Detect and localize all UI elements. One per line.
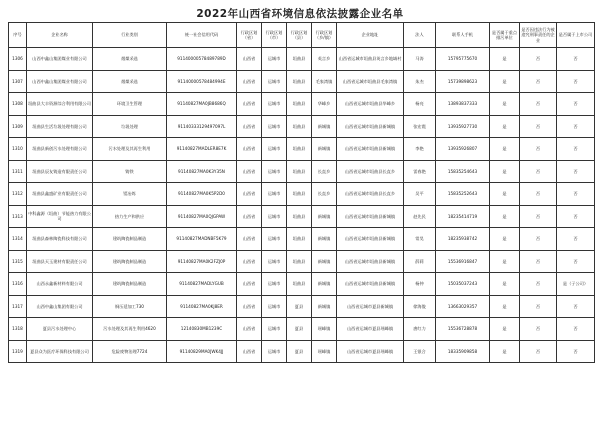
table-row — [9, 93, 595, 116]
table-cell: 杨仲 — [404, 273, 436, 296]
table-cell: 是 — [490, 295, 520, 318]
table-cell: 垣曲县 — [287, 228, 312, 251]
table-cell: 运城市 — [262, 70, 287, 93]
table-row — [9, 183, 595, 206]
table-cell: 否 — [557, 250, 595, 273]
table-cell: 新城镇 — [312, 273, 337, 296]
table-cell: 运城市 — [262, 228, 287, 251]
table-cell: 91140000578484994E — [167, 70, 237, 93]
table-cell: 英言乡 — [312, 48, 337, 71]
table-cell: 垃圾处理 — [93, 115, 167, 138]
table-cell: 否 — [557, 318, 595, 341]
table-cell: 1308 — [9, 93, 27, 116]
table-cell: 运城市 — [262, 48, 287, 71]
table-cell: 18235938742 — [436, 228, 490, 251]
table-cell: 垣曲县 — [287, 205, 312, 228]
table-cell: 否 — [520, 318, 557, 341]
table-row — [9, 115, 595, 138]
table-cell: 运城市 — [262, 115, 287, 138]
table-cell: 山西省 — [237, 340, 262, 363]
table-cell: 瑶峰镇 — [312, 318, 337, 341]
table-cell: 山西省运城市垣曲县长直乡 — [337, 160, 404, 183]
table-cell: 垣曲县大丰资源综合利用有限公司 — [27, 93, 93, 116]
table-cell: 15536728878 — [436, 318, 490, 341]
table-cell: 夏县 — [287, 295, 312, 318]
table-cell: 运城市 — [262, 340, 287, 363]
table-cell: 91140827MA0JB8686Q — [167, 93, 237, 116]
table-cell: 91140827MA0K5P2D0 — [167, 183, 237, 206]
table-cell: 吴平 — [404, 183, 436, 206]
table-cell: 运城市 — [262, 273, 287, 296]
table-cell: 山西省运城市垣曲县华峰乡 — [337, 93, 404, 116]
table-cell: 否 — [557, 228, 595, 251]
column-header: 是否属于上市公司 — [557, 23, 595, 48]
table-cell: 建筑陶瓷制品制造 — [93, 228, 167, 251]
table-cell: 垣曲县 — [287, 48, 312, 71]
table-cell: 否 — [520, 183, 557, 206]
table-cell: 是 — [490, 205, 520, 228]
table-cell: 否 — [557, 183, 595, 206]
table-cell: 否 — [557, 48, 595, 71]
table-cell: 否 — [557, 160, 595, 183]
table-cell: 中科鑫源（垣曲）节能热力有限公司 — [27, 205, 93, 228]
table-cell: 1309 — [9, 115, 27, 138]
table-cell: 唐红力 — [404, 318, 436, 341]
table-row — [9, 48, 595, 71]
column-header: 序号 — [9, 23, 27, 48]
table-cell: 否 — [520, 273, 557, 296]
table-cell: 垣曲县生活垃圾处理有限公司 — [27, 115, 93, 138]
table-cell: 运城市 — [262, 183, 287, 206]
table-cell: 山西省运城市夏县瑶峰镇 — [337, 318, 404, 341]
table-cell: 1306 — [9, 48, 27, 71]
table-cell: 垣曲县天玉建材有限责任公司 — [27, 250, 93, 273]
table-cell: 是 — [490, 228, 520, 251]
table-cell: 山西省 — [237, 93, 262, 116]
column-header: 企业名称 — [27, 23, 93, 48]
table-cell: 是（子公司） — [557, 273, 595, 296]
table-cell: 山西省运城市垣曲县毛家湾镇 — [337, 70, 404, 93]
table-cell: 运城市 — [262, 250, 287, 273]
table-cell: 建筑陶瓷制品制造 — [93, 273, 167, 296]
column-header: 行业类别 — [93, 23, 167, 48]
table-cell: 夏县 — [287, 340, 312, 363]
column-header: 行政区划（乡/镇） — [312, 23, 337, 48]
table-cell: 否 — [520, 205, 557, 228]
table-cell: 山西省运城市夏县瑶峰镇 — [337, 340, 404, 363]
table-cell: 91140827MADLYGUB — [167, 273, 237, 296]
table-cell: 15739898623 — [436, 70, 490, 93]
column-header: 行政区划（市） — [262, 23, 287, 48]
table-cell: 91140333129497097L — [167, 115, 237, 138]
table-cell: 1318 — [9, 318, 27, 341]
table-cell: 山西省 — [237, 160, 262, 183]
column-header: 是否属于重点排污单位 — [490, 23, 520, 48]
table-cell: 烟煤采选 — [93, 70, 167, 93]
table-cell: 垣曲县 — [287, 115, 312, 138]
table-cell: 运城市 — [262, 138, 287, 161]
table-cell: 赵先民 — [404, 205, 436, 228]
table-cell: 1314 — [9, 228, 27, 251]
table-cell: 否 — [557, 295, 595, 318]
table-cell: 91140829MA0JWK4JJ — [167, 340, 237, 363]
table-cell: 山西省运城市垣曲县新城镇 — [337, 228, 404, 251]
table-cell: 运城市 — [262, 160, 287, 183]
table-cell: 山西省 — [237, 115, 262, 138]
table-cell: 13935927730 — [436, 115, 490, 138]
table-cell: 13893837333 — [436, 93, 490, 116]
column-header: 行政区划（省） — [237, 23, 262, 48]
table-cell: 山西省运城市垣曲县新城镇 — [337, 205, 404, 228]
table-cell: 山西省 — [237, 205, 262, 228]
table-cell: 新城镇 — [312, 138, 337, 161]
table-cell: 山西省 — [237, 70, 262, 93]
table-body — [9, 48, 595, 363]
table-cell: 垣曲县新创污水处理有限公司 — [27, 138, 93, 161]
table-cell: 铸铁 — [93, 160, 167, 183]
table-cell: 新城镇 — [312, 295, 337, 318]
column-header: 行政区划（县） — [287, 23, 312, 48]
table-cell: 运城市 — [262, 205, 287, 228]
table-cell: 是 — [490, 250, 520, 273]
table-cell: 山西省运城市夏县新城镇 — [337, 295, 404, 318]
table-cell: 是 — [490, 93, 520, 116]
table-cell: 1317 — [9, 295, 27, 318]
table-row — [9, 273, 595, 296]
table-cell: 王银合 — [404, 340, 436, 363]
table-cell: 否 — [520, 160, 557, 183]
table-cell: 铜压延加工730 — [93, 295, 167, 318]
table-cell: 山西省运城市垣曲县新城镇 — [337, 115, 404, 138]
table-cell: 瑶峰镇 — [312, 340, 337, 363]
table-cell: 18335909858 — [436, 340, 490, 363]
table-cell: 是 — [490, 70, 520, 93]
table-cell: 山西中鑫山集团煤业有限公司 — [27, 48, 93, 71]
table-cell: 否 — [520, 70, 557, 93]
column-header: 企业地址 — [337, 23, 404, 48]
table-cell: 垣曲县 — [287, 273, 312, 296]
table-cell: 是 — [490, 273, 520, 296]
table-cell: 山西中鑫山集团有限公司 — [27, 295, 93, 318]
table-cell: 山西省运城市垣曲县新城镇 — [337, 273, 404, 296]
table-cell: 18235414719 — [436, 205, 490, 228]
table-cell: 毛家湾镇 — [312, 70, 337, 93]
table-cell: 91140827MA0QJGPAW — [167, 205, 237, 228]
table-cell: 山西省 — [237, 318, 262, 341]
table-cell: 污水处理及其再生利用 — [93, 138, 167, 161]
table-cell: 是 — [490, 115, 520, 138]
table-cell: 垣曲县森林陶瓷科技有限公司 — [27, 228, 93, 251]
table-cell: 垣曲县 — [287, 70, 312, 93]
table-cell: 15536916847 — [436, 250, 490, 273]
table-cell: 是 — [490, 160, 520, 183]
table-cell: 污水处理及其再生利用4620 — [93, 318, 167, 341]
table-cell: 垣曲县鑫盛矿业有限责任公司 — [27, 183, 93, 206]
table-cell: 建筑陶瓷制品制造 — [93, 250, 167, 273]
table-cell: 91140827MADNBF5K79 — [167, 228, 237, 251]
table-row — [9, 138, 595, 161]
table-cell: 运城市 — [262, 295, 287, 318]
table-cell: 长直乡 — [312, 160, 337, 183]
table-cell: 91140827MADLER8E7K — [167, 138, 237, 161]
table-cell: 垣曲县 — [287, 93, 312, 116]
table-cell: 15835252643 — [436, 183, 490, 206]
enterprise-table — [8, 22, 595, 363]
table-cell: 垣曲县 — [287, 183, 312, 206]
table-cell: 热力生产和供应 — [93, 205, 167, 228]
column-header: 统一社会信用代码 — [167, 23, 237, 48]
table-cell: 杨亮 — [404, 93, 436, 116]
table-cell: 山西中鑫山集团煤业有限公司 — [27, 70, 93, 93]
table-cell: 91140827MA0K3Y35N — [167, 160, 237, 183]
table-cell: 1307 — [9, 70, 27, 93]
table-cell: 否 — [557, 70, 595, 93]
table-row — [9, 295, 595, 318]
table-row — [9, 160, 595, 183]
table-cell: 1311 — [9, 160, 27, 183]
table-cell: 危险废物治理7724 — [93, 340, 167, 363]
column-header: 法人 — [404, 23, 436, 48]
table-cell: 山西省 — [237, 228, 262, 251]
table-cell: 环境卫生管理 — [93, 93, 167, 116]
table-row — [9, 250, 595, 273]
table-cell: 山西永鑫新材料有限公司 — [27, 273, 93, 296]
table-cell: 马涛 — [404, 48, 436, 71]
table-cell: 1312 — [9, 183, 27, 206]
table-cell: 山西省运城市垣曲县长直乡 — [337, 183, 404, 206]
table-cell: 否 — [520, 295, 557, 318]
table-cell: 华峰乡 — [312, 93, 337, 116]
table-cell: 雷春艳 — [404, 160, 436, 183]
column-header: 联系人手机 — [436, 23, 490, 48]
table-cell: 山西省 — [237, 250, 262, 273]
table-cell: 垣曲县辰友铸造有限责任公司 — [27, 160, 93, 183]
table-cell: 1313 — [9, 205, 27, 228]
table-cell: 否 — [520, 48, 557, 71]
table-cell: 朱杰 — [404, 70, 436, 93]
table-cell: 13663029357 — [436, 295, 490, 318]
table-cell: 否 — [520, 228, 557, 251]
table-cell: 张宏霞 — [404, 115, 436, 138]
table-cell: 否 — [520, 340, 557, 363]
table-cell: 运城市 — [262, 318, 287, 341]
table-cell: 长直乡 — [312, 183, 337, 206]
table-cell: 1310 — [9, 138, 27, 161]
table-cell: 否 — [520, 250, 557, 273]
table-cell: 15035037243 — [436, 273, 490, 296]
table-cell: 13935926807 — [436, 138, 490, 161]
table-cell: 15835254643 — [436, 160, 490, 183]
table-cell: 1316 — [9, 273, 27, 296]
table-cell: 镁冶炼 — [93, 183, 167, 206]
table-cell: 新城镇 — [312, 228, 337, 251]
table-cell: 是 — [490, 183, 520, 206]
table-cell: 是 — [490, 318, 520, 341]
table-cell: 新城镇 — [312, 250, 337, 273]
table-header-row — [9, 23, 595, 48]
table-cell: 山西省 — [237, 273, 262, 296]
table-cell: 否 — [557, 115, 595, 138]
table-cell: 山西省 — [237, 295, 262, 318]
table-cell: 山西省 — [237, 183, 262, 206]
table-cell: 是 — [490, 340, 520, 363]
table-cell: 否 — [557, 340, 595, 363]
table-cell: 运城市 — [262, 93, 287, 116]
table-cell: 新城镇 — [312, 205, 337, 228]
table-cell: 垣曲县 — [287, 160, 312, 183]
table-cell: 91140827MA0K2FZJ0P — [167, 250, 237, 273]
column-header: 是否因违法行为被追究刑事责任的企业 — [520, 23, 557, 48]
table-cell: 1319 — [9, 340, 27, 363]
table-cell: 薛莉 — [404, 250, 436, 273]
table-cell: 91140827MA0KJ8ER — [167, 295, 237, 318]
table-cell: 是 — [490, 138, 520, 161]
table-cell: 否 — [557, 138, 595, 161]
table-cell: 徐海俊 — [404, 295, 436, 318]
table-cell: 否 — [520, 115, 557, 138]
document-title: 2022年山西省环境信息依法披露企业名单 — [196, 8, 404, 20]
table-cell: 否 — [557, 93, 595, 116]
table-cell: 否 — [557, 205, 595, 228]
table-cell: 否 — [520, 93, 557, 116]
table-cell: 91140000578489789D — [167, 48, 237, 71]
table-cell: 山西省 — [237, 138, 262, 161]
table-cell: 垣曲县 — [287, 250, 312, 273]
table-cell: 山西省运城市垣曲县新城镇 — [337, 250, 404, 273]
table-cell: 是 — [490, 48, 520, 71]
table-cell: 1315 — [9, 250, 27, 273]
table-row — [9, 228, 595, 251]
table-cell: 常昊 — [404, 228, 436, 251]
table-row — [9, 340, 595, 363]
table-cell: 山西省 — [237, 48, 262, 71]
table-cell: 15795775670 — [436, 48, 490, 71]
table-cell: 新城镇 — [312, 115, 337, 138]
table-cell: 否 — [520, 138, 557, 161]
table-cell: 12140830MB1239C — [167, 318, 237, 341]
table-cell: 夏县众为医疗环保科技有限公司 — [27, 340, 93, 363]
table-cell: 李艳 — [404, 138, 436, 161]
table-cell: 山西省运城市垣曲县新城镇 — [337, 138, 404, 161]
table-cell: 烟煤采选 — [93, 48, 167, 71]
table-row — [9, 70, 595, 93]
table-cell: 山西省运城市垣曲县英言乡地域村 — [337, 48, 404, 71]
table-cell: 垣曲县 — [287, 138, 312, 161]
table-cell: 夏县污水处理中心 — [27, 318, 93, 341]
table-cell: 夏县 — [287, 318, 312, 341]
table-row — [9, 205, 595, 228]
table-row — [9, 318, 595, 341]
